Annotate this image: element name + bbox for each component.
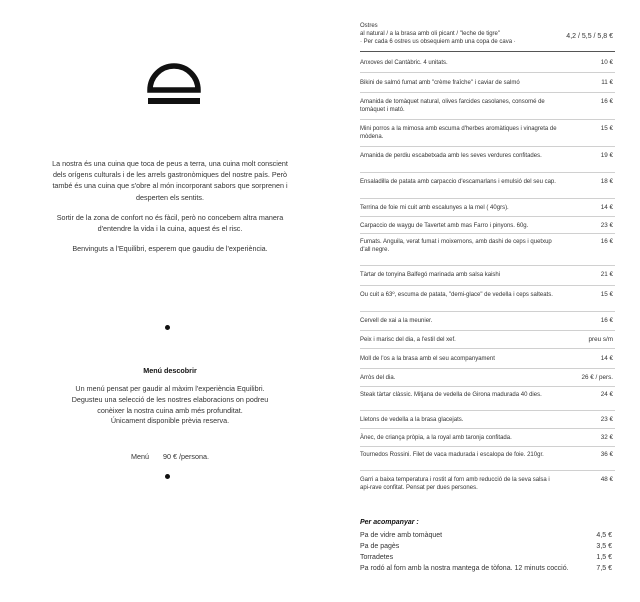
- dish-price: 24 €: [600, 391, 613, 398]
- dish-price: 19 €: [600, 152, 613, 159]
- dish-name: Bikini de salmó fumat amb "crème fraîche" i caviar de salmó: [360, 80, 520, 86]
- intro-paragraph-3: Benvinguts a l'Equilibri, esperem que gaudiu de l'experiència.: [72, 244, 268, 254]
- oysters-price: 4,2 / 5,5 / 5,8 €: [566, 33, 613, 40]
- divider: [360, 265, 615, 266]
- dish-price: 23 €: [600, 416, 613, 423]
- menu-description-line: Un menú pensat per gaudir al màxim l'experiència Equilibri.: [75, 384, 265, 393]
- menu-price-value: 90 € /persona.: [163, 452, 209, 461]
- dish-item: [360, 355, 615, 363]
- dish-name: Ou cuit a 63º, escuma de patata, "demi-glace" de vedella i ceps salteats.: [360, 292, 553, 298]
- accompany-price: 7,5 €: [596, 565, 612, 572]
- dish-item: [360, 434, 615, 442]
- divider: [360, 386, 615, 387]
- dish-price: 16 €: [600, 317, 613, 324]
- dish-item: [360, 204, 615, 212]
- dish-name: Tournedos Rossini. Filet de vaca madurada i escalopa de foie. 210gr.: [360, 452, 544, 458]
- dish-name: Fumats. Anguila, verat fumat i moixernons, amb dashi de ceps i quetxup d'all negre.: [360, 239, 552, 253]
- dish-item: [360, 416, 615, 424]
- dish-name: Ànec, de criança pròpia, a la royal amb taronja confitada.: [360, 435, 512, 441]
- dish-price: 16 €: [600, 238, 613, 245]
- dish-price: 23 €: [600, 222, 613, 229]
- dish-item: [360, 291, 615, 299]
- dish-price: 15 €: [600, 125, 613, 132]
- intro-paragraph-1: La nostra és una cuina que toca de peus a terra, una cuina molt conscient dels orígens culturals i de les arrels gastronòmiques del nostre país. Però també és una cuina que s'obre al món incorporant sabors que sorprenen i desperten els sentits.: [52, 159, 288, 202]
- divider: [360, 146, 615, 147]
- dish-item: [360, 374, 615, 382]
- dish-name: Moll de l'os a la brasa amb el seu acompanyament: [360, 356, 495, 362]
- menu-description-line: Degusteu una selecció de les nostres elaboracions on podreu: [71, 394, 269, 404]
- dish-price: 32 €: [600, 434, 613, 441]
- divider: [360, 92, 615, 93]
- divider: [360, 172, 615, 173]
- divider-dot: [165, 474, 170, 479]
- divider: [360, 119, 615, 120]
- divider: [360, 285, 615, 286]
- menu-price: [50, 452, 290, 461]
- dish-name: Ensaladilla de patata amb carpaccio d'escamarlans i emulsió del seu cap.: [360, 179, 556, 185]
- divider: [360, 330, 615, 331]
- accompany-title: Per acompanyar :: [360, 519, 419, 526]
- dish-name: Lletons de vedella a la brasa glacejats.: [360, 417, 464, 423]
- divider: [360, 348, 615, 349]
- dish-price: preu s/m: [588, 336, 613, 343]
- dish-item: [360, 317, 615, 325]
- dish-name: Carpaccio de waygu de Tavertet amb mas Farro i pinyons. 60g.: [360, 223, 529, 229]
- divider: [360, 198, 615, 199]
- dish-price: 26 € / pers.: [581, 374, 613, 381]
- accompany-price: 3,5 €: [596, 543, 612, 550]
- dish-price: 21 €: [600, 271, 613, 278]
- dish-price: 14 €: [600, 355, 613, 362]
- divider: [360, 233, 615, 234]
- divider: [360, 410, 615, 411]
- oysters-line: Ostres: [360, 23, 378, 29]
- divider: [360, 446, 615, 447]
- dish-item: [360, 222, 615, 230]
- accompany-item: [360, 542, 612, 552]
- accompany-price: 1,5 €: [596, 554, 612, 561]
- dish-item: [360, 152, 615, 160]
- dish-price: 10 €: [600, 59, 613, 66]
- equilibri-logo-icon: [146, 62, 202, 110]
- dish-item: [360, 271, 615, 279]
- dish-item: [360, 125, 615, 141]
- dish-item: [360, 238, 615, 254]
- dish-item: [360, 98, 615, 114]
- oysters-line: al natural / a la brasa amb oli picant / "leche de tigre": [360, 31, 501, 37]
- divider: [360, 51, 615, 52]
- dish-item: [360, 476, 615, 492]
- divider: [360, 311, 615, 312]
- dish-name: Cervell de xai a la meunier.: [360, 318, 433, 324]
- dish-price: 11 €: [601, 79, 613, 86]
- menu-description-line: conèixer la nostra cuina amb més profunditat.: [97, 405, 243, 415]
- dish-price: 14 €: [600, 204, 613, 211]
- dish-name: Peix i marisc del dia, a l'estil del xef.: [360, 337, 456, 343]
- dish-price: 36 €: [600, 451, 613, 458]
- oysters-item: [360, 22, 615, 46]
- dish-name: Amanida de perdiu escabetxada amb les seves verdures confitades.: [360, 153, 542, 159]
- dish-name: Garri a baixa temperatura i rostit al forn amb reducció de la seva salsa i api-rave confitat. Pensat per dues persones.: [360, 477, 550, 491]
- dish-price: 18 €: [600, 178, 613, 185]
- dish-name: Anxoves del Cantàbric. 4 unitats.: [360, 60, 448, 66]
- oysters-line: · Per cada 6 ostres us obsequiem amb una copa de cava ·: [360, 39, 516, 45]
- menu-description-line: Únicament disponible prèvia reserva.: [110, 416, 230, 426]
- dish-price: 48 €: [600, 476, 613, 483]
- divider: [360, 216, 615, 217]
- accompany-name: Torradetes: [360, 554, 394, 561]
- menu-title: Menú descobrir: [143, 366, 197, 375]
- dish-name: Tàrtar de tonyina Balfegó marinada amb salsa kaishi: [360, 272, 501, 278]
- accompany-name: Pa de pagès: [360, 543, 400, 550]
- dish-name: Amanida de tomàquet natural, olives farcides casolanes, consomé de tomàquet i mató.: [360, 99, 545, 113]
- dish-name: Terrina de foie mi cuit amb escalunyes a la mel ( 40grs).: [360, 205, 509, 211]
- dish-item: [360, 178, 615, 186]
- accompany-name: Pa de vidre amb tomàquet: [360, 532, 443, 539]
- dish-item: [360, 59, 615, 67]
- dish-item: [360, 79, 615, 87]
- dish-name: Mini porros a la mimosa amb escuma d'herbes aromàtiques i vinagreta de mòdena.: [360, 126, 557, 140]
- accompany-item: [360, 553, 612, 563]
- dish-item: [360, 451, 615, 459]
- dish-name: Steak tàrtar clàssic. Mitjana de vedella de Girona madurada 40 dies.: [360, 392, 542, 398]
- divider: [360, 368, 615, 369]
- divider: [360, 470, 615, 471]
- divider: [360, 72, 615, 73]
- menu-price-label: Menú: [131, 452, 149, 461]
- divider: [360, 428, 615, 429]
- accompany-name: Pa rodó al forn amb la nostra mantega de tòfona. 12 minuts cocció.: [360, 565, 569, 572]
- accompany-item: [360, 564, 612, 574]
- dish-item: [360, 336, 615, 344]
- dish-price: 16 €: [600, 98, 613, 105]
- left-panel: [50, 0, 290, 602]
- intro-text: [50, 158, 290, 263]
- divider-dot: [165, 325, 170, 330]
- dish-item: [360, 391, 615, 399]
- intro-paragraph-2: Sortir de la zona de confort no és fàcil, però no concebem altra manera d'entendre la vida i la cuina, aquest és el risc.: [56, 212, 284, 234]
- dish-name: Arròs del dia.: [360, 375, 396, 381]
- accompany-item: [360, 531, 612, 541]
- accompany-price: 4,5 €: [596, 532, 612, 539]
- menu-description: [50, 384, 290, 427]
- dish-price: 15 €: [600, 291, 613, 298]
